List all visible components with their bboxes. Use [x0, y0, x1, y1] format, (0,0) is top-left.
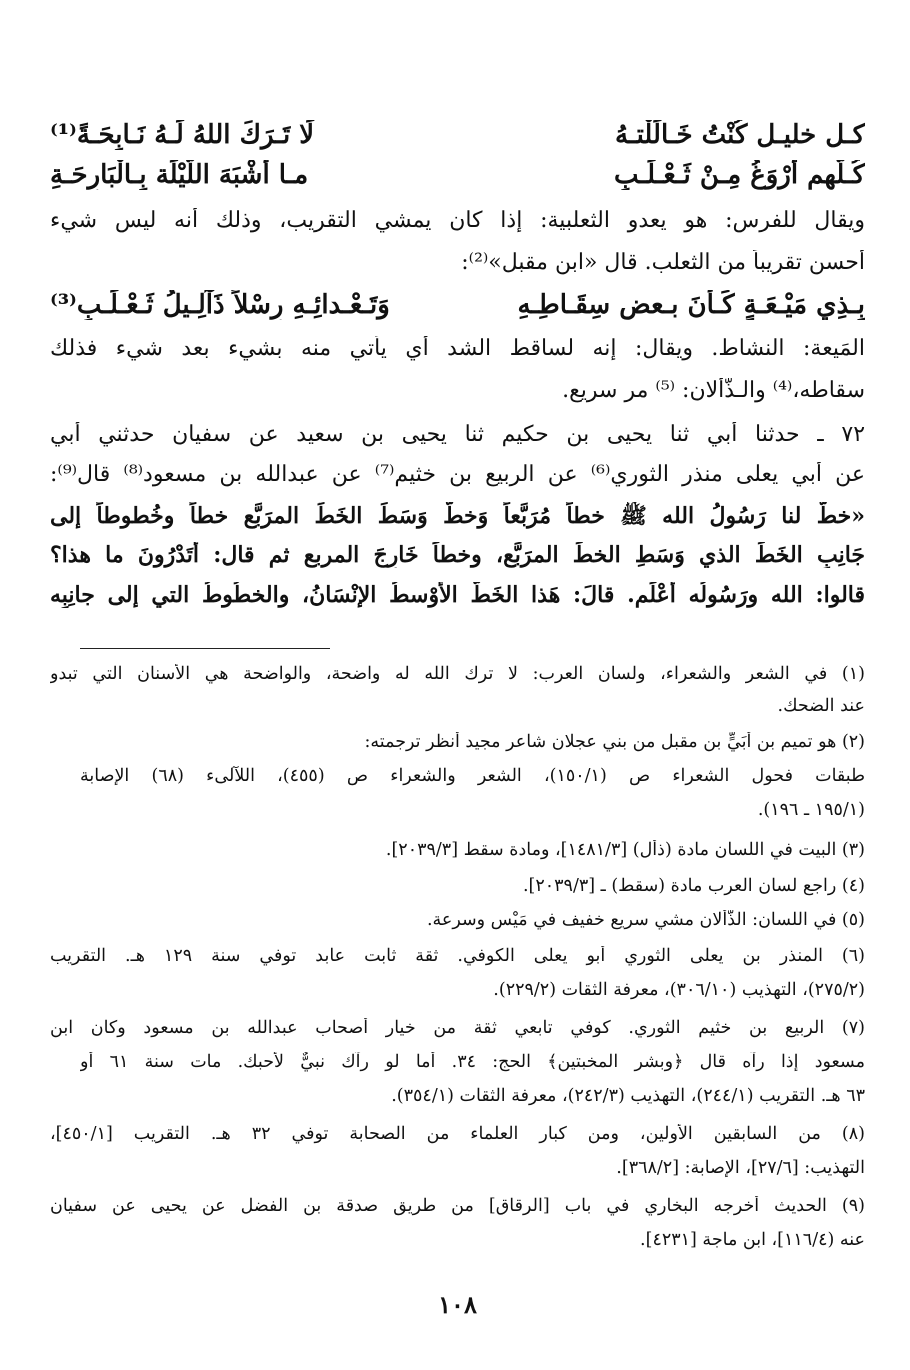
- footnote-line: (١٩٥/١ ـ ١٩٦).: [757, 800, 865, 820]
- footnote-line: طبقات فحول الشعراء ص (١٥٠/١)، الشعر والشعراء ص (٤٥٥)، اللآلىء (٦٨) الإصابة: [80, 766, 865, 786]
- verse-line-3: [50, 290, 865, 320]
- hadith-line: «خطَّ لنا رَسُولُ الله ﷺ خطاً مُرَبَّعاً وَخطَّ وَسَطَ الخَطِّ المرَبَّع خطاً وخُطوطاً إلى: [50, 503, 865, 529]
- footnote-line: (٩) الحديث أخرجه البخاري في باب [الرقاق] من طريق صدقة بن الفضل عن يحيى عن سفيان: [50, 1196, 865, 1216]
- hadith-line: عن أبي يعلى منذر الثوري⁽⁶⁾ عن الربيع بن خثيم⁽⁷⁾ عن عبدالله بن مسعود⁽⁸⁾ قال⁽⁹⁾:: [50, 462, 865, 487]
- footnote-line: (١) في الشعر والشعراء، ولسان العرب: لا ترك الله له واضحة، والواضحة هي الأسنان التي تبدو: [50, 664, 865, 684]
- footnote-line: عنه (١١٦/٤]، ابن ماجة [٤٢٣١].: [640, 1230, 865, 1250]
- footnote-line: (٢) هو تميم بن أُبَيٍّ بن مقبل من بني عجلان شاعر مجيد أنظر ترجمته:: [364, 732, 865, 752]
- footnote-line: عند الضحك.: [777, 696, 865, 716]
- verse-hemistich-left: مـا أَشْبَهَ اللَّيْلَة بِـالْبَارِحَـةِ: [50, 160, 309, 190]
- footnote-line: (٦) المنذر بن يعلى الثوري أبو يعلى الكوفي. ثقة ثابت عابد توفي سنة ١٢٩ هـ. التقريب: [50, 946, 865, 966]
- footnote-line: (٧) الربيع بن خثيم الثوري. كوفي تابعي ثقة من خيار أصحاب عبدالله بن مسعود وكان ابن: [50, 1018, 865, 1038]
- footnote-line: (٤) راجع لسان العرب مادة (سقط) ـ [٢٠٣٩/٣].: [522, 876, 865, 896]
- verse-hemistich-right: كُـلُّهم أَرْوَغُ مِـنْ ثَـعْـلَـبٍ: [614, 160, 865, 190]
- footnote-line: (٣) البيت في اللسان مادة (ذأل) [١٤٨١/٣]، ومادة سقط [٢٠٣٩/٣].: [385, 840, 865, 860]
- hadith-line: جَانِبِ الخَطِّ الذي وَسَطِ الخطِّ المرَبَّع، وخطاً خَارِجَ المربع ثم قال: أَتَدْرُونَ ما هذا؟: [50, 542, 865, 568]
- verse-line-2: [50, 160, 865, 190]
- prose-line: أحسن تقريباً من الثعلب. قال «ابن مقبل»⁽²⁾:: [461, 250, 865, 275]
- verse-line-1: [50, 120, 865, 150]
- footnote-line: مسعود إذا رآه قال ﴿وبشر المخبتين﴾ الحج: ٣٤. أما لو رآك نبيٌّ لأحبك. مات سنة ٦١ أو: [80, 1052, 865, 1072]
- hadith-line: ٧٢ ـ حدثنا أبي ثنا يحيى بن حكيم ثنا يحيى بن سعيد عن سفيان حدثني أبي: [50, 422, 865, 447]
- footnote-line: (٢٧٥/٢)، التهذيب (٣٠٦/١٠)، معرفة الثقات (٢٢٩/٢).: [493, 980, 865, 1000]
- verse-hemistich-left: لَا تَـرَكَ اللهُ لَـهُ نَـابِحَـةً⁽¹⁾: [50, 120, 315, 150]
- verse-hemistich-right: كـل خليـل كُنْتُ خَـالَلْتـهُ: [615, 120, 865, 150]
- prose-line: المَيعة: النشاط. ويقال: إنه لساقط الشد أي يأتي منه بشيء بعد شيء فذلك: [50, 336, 865, 361]
- footnote-line: ٦٣ هـ. التقريب (٢٤٤/١)، التهذيب (٢٤٢/٣)، معرفة الثقات (٣٥٤/١).: [391, 1086, 865, 1106]
- verse-hemistich-right: بِـذِي مَيْـعَـةٍ كَـأنَ بـعض سِقَـاطِـهِ: [517, 290, 865, 320]
- page-number: ١٠٨: [438, 1290, 477, 1319]
- verse-hemistich-left: وَتَـعْـدائِـهِ رِسْلاً ذَآلِـيلُ ثَـعْـلَـبِ⁽³⁾: [50, 290, 390, 320]
- footnote-separator: [80, 648, 330, 649]
- prose-line: ويقال للفرس: هو يعدو الثعلبية: إذا كان يمشي التقريب، وذلك أنه ليس شيء: [50, 208, 865, 233]
- footnote-line: (٥) في اللسان: الذَّألان مشي سريع خفيف في مَيْس وسرعة.: [426, 910, 865, 930]
- footnote-line: (٨) من السابقين الأولين، ومن كبار العلماء من الصحابة توفي ٣٢ هـ. التقريب [٤٥٠/١]،: [50, 1124, 865, 1144]
- hadith-line: قالوا: الله ورَسُولُه أَعْلَم. قالَ: هَذا الخَطُّ الأَوْسطُ الإِنْسَانُ، والخطُوطُ التي إلى جانِبِه: [50, 582, 865, 608]
- footnote-line: التهذيب: [٢٧/٦]، الإصابة: [٣٦٨/٢].: [616, 1158, 865, 1178]
- prose-line: سقاطه،⁽⁴⁾ والـذَّألان: ⁽⁵⁾ مر سريع.: [562, 378, 865, 403]
